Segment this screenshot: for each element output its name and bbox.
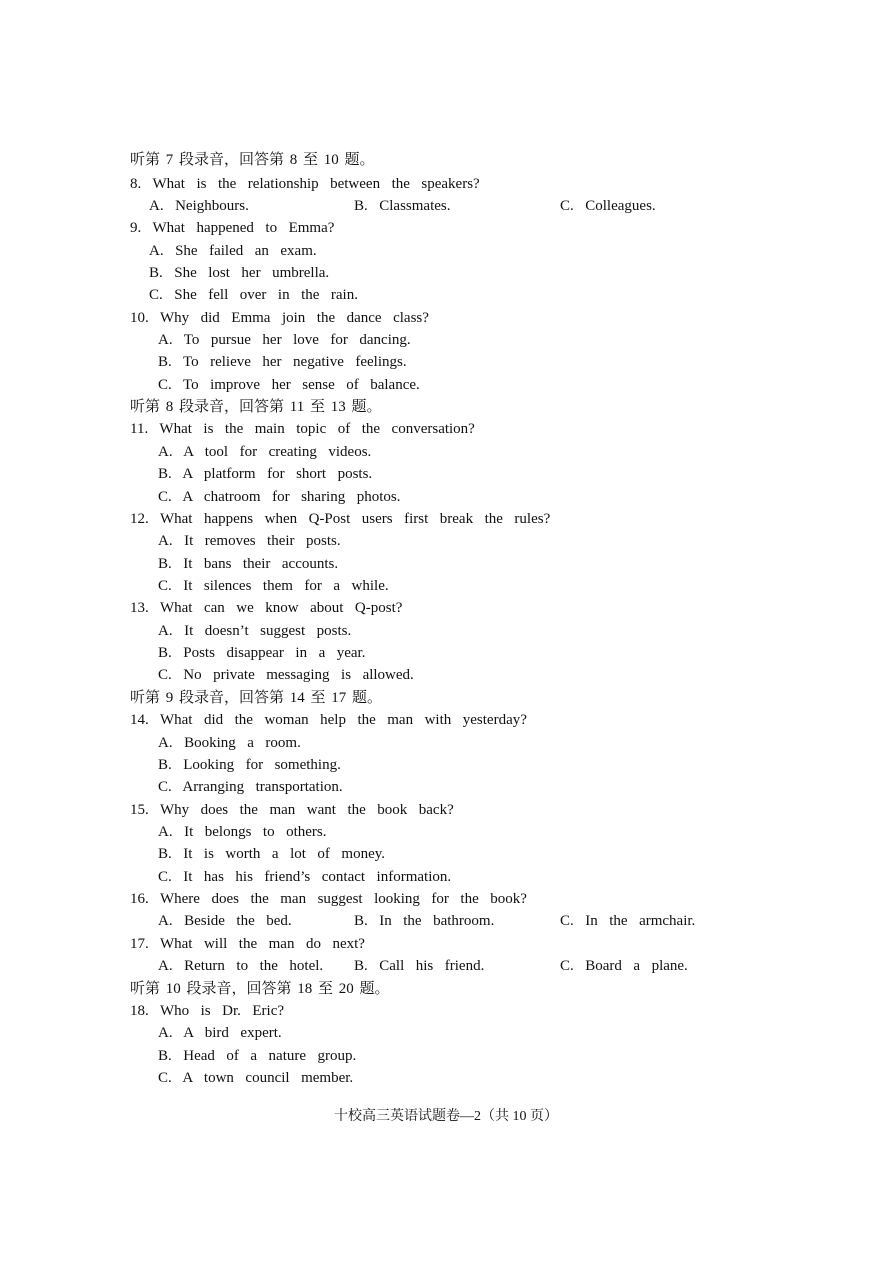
question-9-option-b: B. She lost her umbrella. xyxy=(149,265,330,281)
question-12-option-a: A. It removes their posts. xyxy=(158,533,341,549)
question-16-stem: 16. Where does the man suggest looking for the book? xyxy=(130,891,527,907)
question-11-option-b: B. A platform for short posts. xyxy=(158,466,373,482)
question-10-stem: 10. Why did Emma join the dance class? xyxy=(130,310,429,326)
question-11-option-c: C. A chatroom for sharing photos. xyxy=(158,489,401,505)
question-13-option-a: A. It doesn’t suggest posts. xyxy=(158,623,352,639)
question-14-stem: 14. What did the woman help the man with yesterday? xyxy=(130,712,527,728)
question-11-option-a: A. A tool for creating videos. xyxy=(158,444,372,460)
question-9-option-c: C. She fell over in the rain. xyxy=(149,287,358,303)
question-18-option-b: B. Head of a nature group. xyxy=(158,1048,357,1064)
question-13-option-b: B. Posts disappear in a year. xyxy=(158,645,366,661)
section-heading-7: 听第 7 段录音，回答第 8 至 10 题。 xyxy=(130,152,375,168)
question-10-option-a: A. To pursue her love for dancing. xyxy=(158,332,411,348)
question-9-option-a: A. She failed an exam. xyxy=(149,243,317,259)
question-15-option-c: C. It has his friend’s contact information. xyxy=(158,869,452,885)
question-8-option-a: A. Neighbours. xyxy=(149,198,249,214)
question-16-option-a: A. Beside the bed. xyxy=(158,913,292,929)
question-17-option-a: A. Return to the hotel. xyxy=(158,958,324,974)
question-14-option-b: B. Looking for something. xyxy=(158,757,341,773)
section-heading-8: 听第 8 段录音，回答第 11 至 13 题。 xyxy=(130,399,382,415)
question-18-stem: 18. Who is Dr. Eric? xyxy=(130,1003,285,1019)
question-12-option-b: B. It bans their accounts. xyxy=(158,556,339,572)
question-18-option-c: C. A town council member. xyxy=(158,1070,354,1086)
question-8-stem: 8. What is the relationship between the speakers? xyxy=(130,176,480,192)
section-heading-10: 听第 10 段录音，回答第 18 至 20 题。 xyxy=(130,981,390,997)
question-12-option-c: C. It silences them for a while. xyxy=(158,578,389,594)
question-13-stem: 13. What can we know about Q-post? xyxy=(130,600,403,616)
question-8-option-c: C. Colleagues. xyxy=(560,198,656,214)
question-10-option-c: C. To improve her sense of balance. xyxy=(158,377,420,393)
question-14-option-c: C. Arranging transportation. xyxy=(158,779,343,795)
question-8-option-b: B. Classmates. xyxy=(354,198,451,214)
question-12-stem: 12. What happens when Q-Post users first break the rules? xyxy=(130,511,551,527)
question-9-stem: 9. What happened to Emma? xyxy=(130,220,335,236)
question-15-option-a: A. It belongs to others. xyxy=(158,824,327,840)
question-17-stem: 17. What will the man do next? xyxy=(130,936,365,952)
question-17-option-c: C. Board a plane. xyxy=(560,958,688,974)
question-15-option-b: B. It is worth a lot of money. xyxy=(158,846,386,862)
question-16-option-b: B. In the bathroom. xyxy=(354,913,495,929)
question-18-option-a: A. A bird expert. xyxy=(158,1025,282,1041)
section-heading-9: 听第 9 段录音，回答第 14 至 17 题。 xyxy=(130,690,383,706)
question-16-option-c: C. In the armchair. xyxy=(560,913,696,929)
question-11-stem: 11. What is the main topic of the conversation? xyxy=(130,421,475,437)
page-footer: 十校高三英语试题卷—2（共 10 页） xyxy=(334,1109,558,1124)
question-13-option-c: C. No private messaging is allowed. xyxy=(158,667,414,683)
question-17-option-b: B. Call his friend. xyxy=(354,958,485,974)
question-15-stem: 15. Why does the man want the book back? xyxy=(130,802,454,818)
question-10-option-b: B. To relieve her negative feelings. xyxy=(158,354,407,370)
question-14-option-a: A. Booking a room. xyxy=(158,735,301,751)
